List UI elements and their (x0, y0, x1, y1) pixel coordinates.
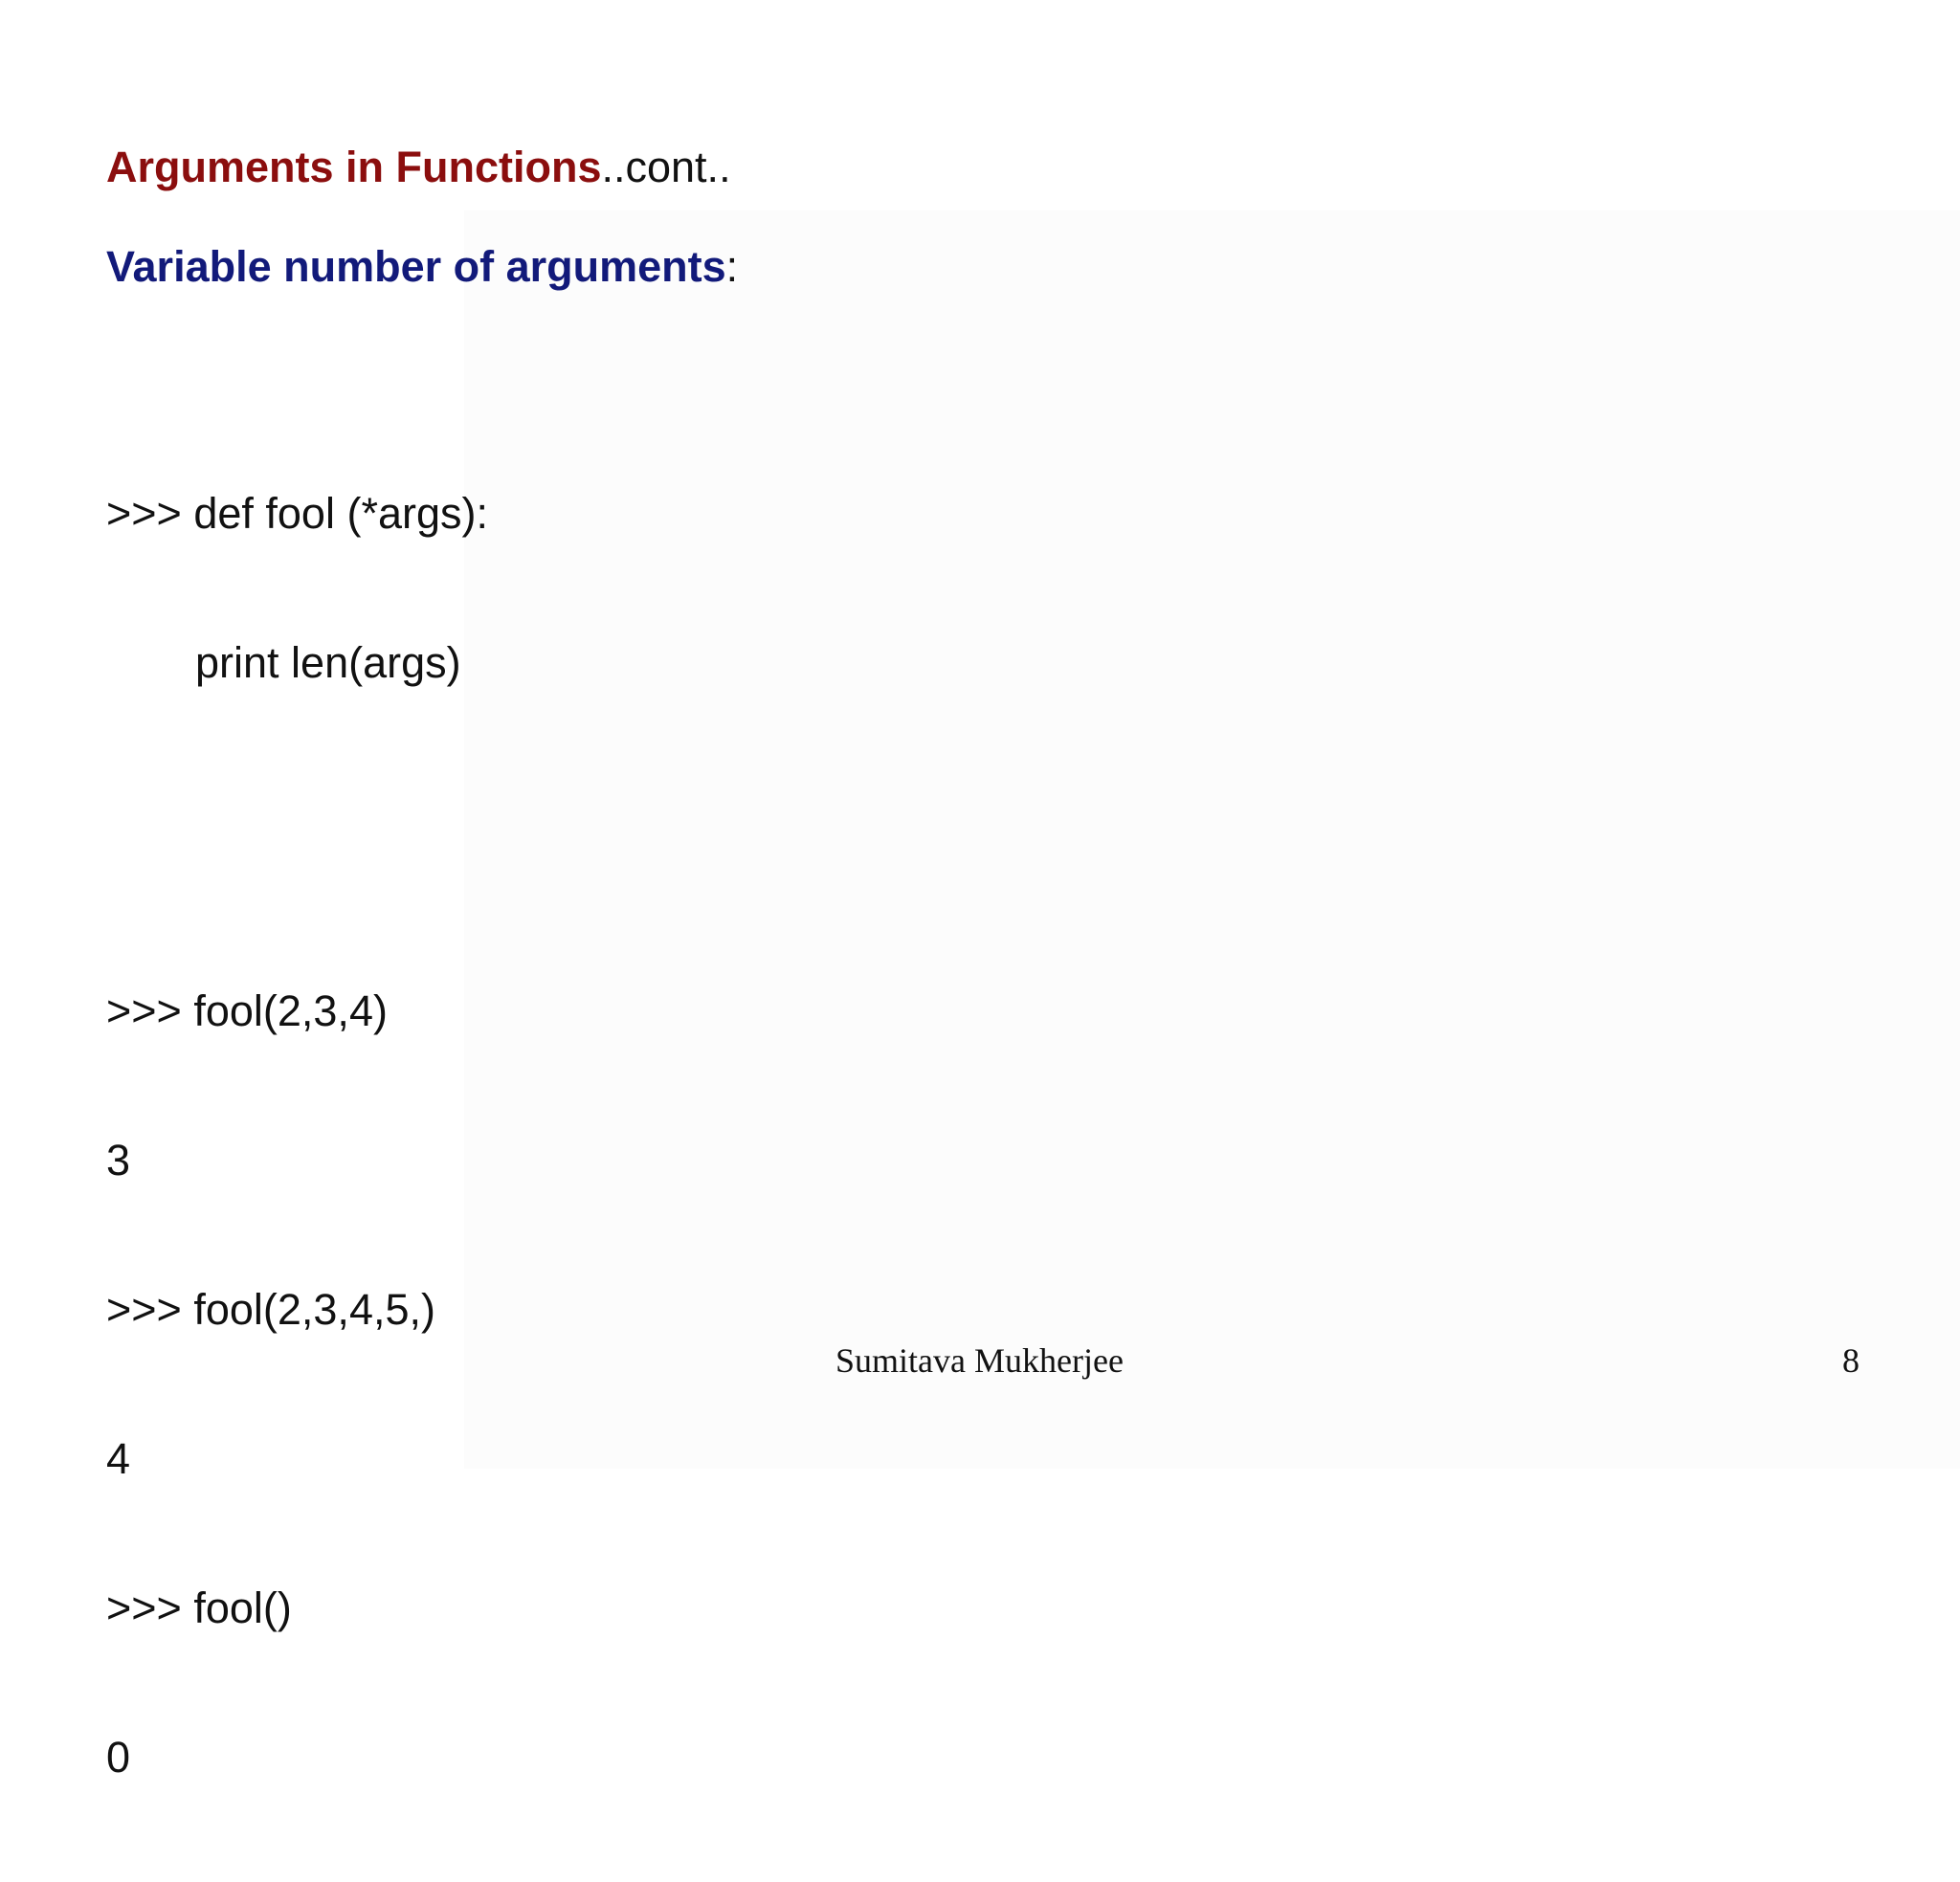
slide-subtitle (106, 238, 738, 296)
function-result-three: 0 (106, 1733, 131, 1782)
slide-title (106, 139, 731, 196)
page-number: 8 (1842, 1341, 1860, 1380)
code-spacing (106, 787, 488, 887)
footer-author: Sumitava Mukherjee (835, 1341, 1124, 1380)
function-body-line: print len(args) (195, 638, 461, 687)
function-result-one: 3 (106, 1136, 131, 1185)
slide-subtitle-suffix: : (725, 242, 739, 291)
function-call-one: >>> fool(2,3,4) (106, 986, 388, 1035)
function-definition-line: >>> def fool (*args): (106, 489, 488, 538)
content-panel (464, 210, 1960, 1469)
python-example-code (106, 389, 488, 1882)
function-call-two: >>> fool(2,3,4,5,) (106, 1285, 435, 1334)
slide-title-main: Arguments in Functions (106, 143, 602, 191)
slide-title-suffix: ..cont.. (601, 143, 731, 191)
function-call-three: >>> fool() (106, 1583, 292, 1632)
slide-subtitle-main: Variable number of arguments (106, 242, 726, 291)
function-result-two: 4 (106, 1434, 131, 1483)
